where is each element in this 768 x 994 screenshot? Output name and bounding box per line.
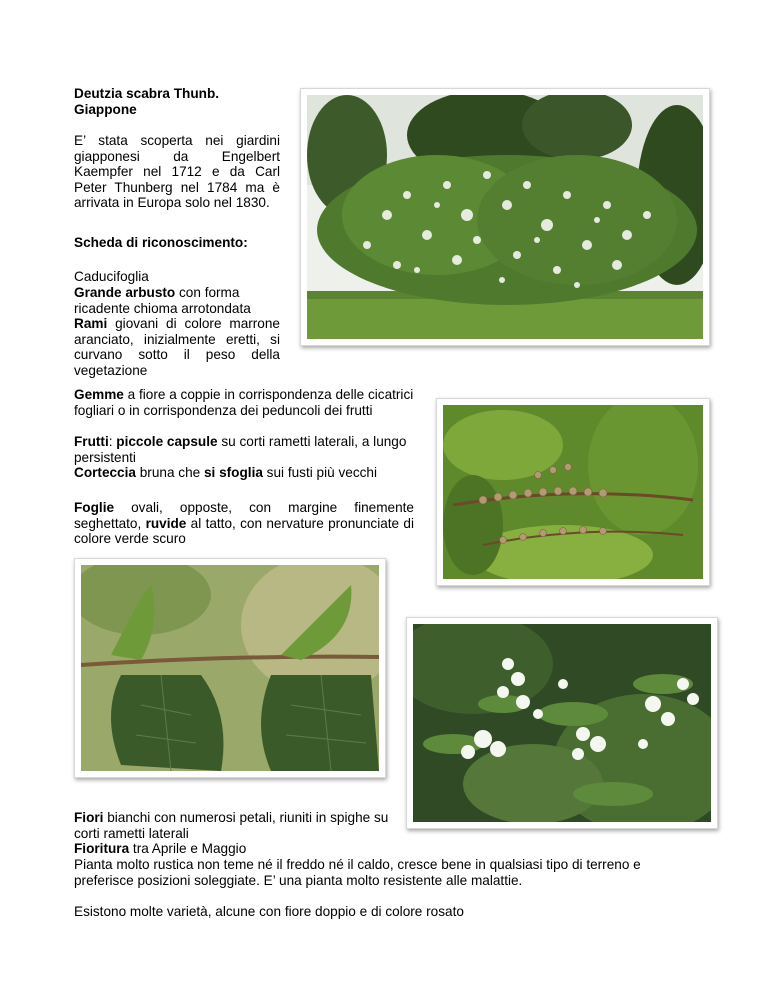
grande-arbusto-rest: con forma ricadente chioma arrotondata (74, 285, 251, 316)
corteccia-mid: bruna che (135, 465, 204, 480)
rustica-text: Pianta molto rustica non teme né il freddo né il caldo, cresce bene in qualsiasi tipo di terreno e preferisce posizioni soleggiate. E’ una pianta molto resistente alle malattie. (74, 857, 641, 888)
frutti-sep: : (108, 434, 117, 449)
corteccia-bold-2: si sfoglia (203, 465, 263, 480)
frutti-text (74, 434, 424, 465)
flowers-photo (406, 617, 718, 829)
fioritura-rest: tra Aprile e Maggio (129, 841, 247, 856)
grande-arbusto-bold: Grande arbusto (74, 285, 176, 300)
rami-bold: Rami (74, 316, 108, 331)
fiori-bold: Fiori (74, 810, 104, 825)
title-line-2: Giappone (74, 101, 137, 117)
frutti-bold: Frutti (74, 434, 109, 449)
grande-arbusto-text (74, 285, 280, 316)
leaves-photo (74, 558, 386, 778)
gemme-rest: a fiore a coppie in corrispondenza delle cicatrici fogliari o in corrispondenza dei peduncoli dei frutti (74, 387, 414, 418)
intro-paragraph: E’ stata scoperta nei giardini giapponesi da Engelbert Kaempfer nel 1712 e da Carl Peter Thunberg nel 1784 ma è arrivata in Europa solo nel 1830. (74, 133, 280, 211)
capsules-photo (436, 398, 710, 586)
foglie-mid: ovali, opposte, con margine finemente seghettato, (74, 500, 414, 531)
caducifoglia-line: Caducifoglia (74, 269, 149, 284)
fiori-rest: bianchi con numerosi petali, riuniti in spighe su corti rametti laterali (74, 810, 389, 841)
fioritura-bold: Fioritura (74, 841, 130, 856)
corteccia-bold: Corteccia (74, 465, 136, 480)
frutti-bold-2: piccole capsule (116, 434, 218, 449)
gemme-bold: Gemme (74, 387, 124, 402)
corteccia-rest: sui fusti più vecchi (262, 465, 377, 480)
fioritura-text (74, 841, 474, 857)
page-title (74, 86, 294, 117)
corteccia-text (74, 465, 434, 481)
rami-text (74, 316, 280, 378)
varieta-text: Esistono molte varietà, alcune con fiore doppio e di colore rosato (74, 904, 464, 919)
frutti-rest: su corti rametti laterali, a lungo persistenti (74, 434, 407, 465)
foglie-rest: al tatto, con nervature pronunciate di colore verde scuro (74, 515, 414, 547)
foglie-bold-2: ruvide (145, 515, 187, 531)
foglie-bold: Foglie (74, 500, 115, 515)
fiori-text (74, 810, 394, 841)
shrub-photo (300, 88, 710, 346)
title-line-1: Deutzia scabra Thunb. (74, 86, 220, 101)
gemme-text (74, 387, 426, 418)
section-heading: Scheda di riconoscimento: (74, 235, 248, 250)
rami-rest: giovani di colore marrone aranciato, inizialmente eretti, si curvano sotto il peso della vegetazione (74, 316, 280, 378)
foglie-text (74, 500, 414, 547)
